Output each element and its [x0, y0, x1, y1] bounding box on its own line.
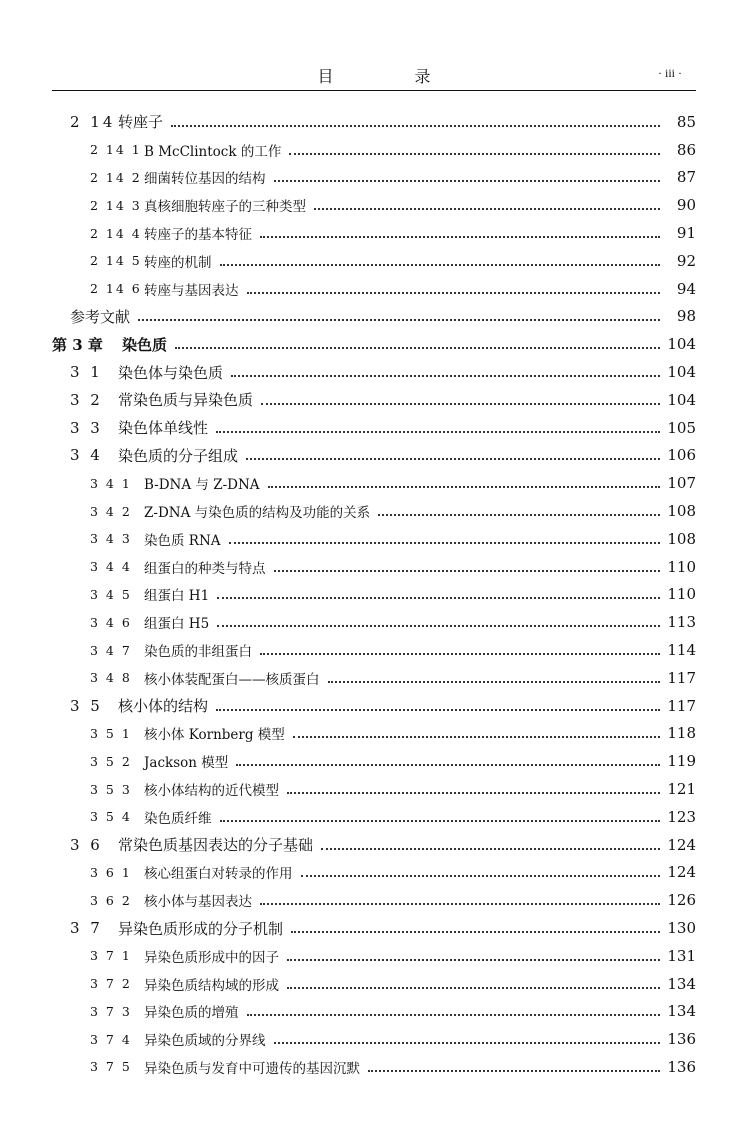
toc-entry-page: 86	[676, 140, 696, 159]
toc-entry[interactable]	[52, 303, 696, 331]
toc-entry-number: 3 7 2	[90, 976, 132, 992]
dot-leader	[287, 947, 660, 961]
toc-entry[interactable]	[52, 747, 696, 775]
toc-entry-title: B-DNA 与 Z-DNA	[144, 477, 260, 494]
toc-entry[interactable]	[52, 136, 696, 164]
toc-entry-title: 异染色质域的分界线	[144, 1033, 266, 1050]
toc-entry-page: 126	[667, 891, 696, 910]
dot-leader	[314, 196, 660, 210]
toc-entry-number: 3 1	[70, 363, 103, 382]
toc-entry[interactable]	[52, 469, 696, 497]
dot-leader	[274, 558, 661, 572]
toc-entry-title: 核小体的结构	[118, 697, 209, 716]
dot-leader	[231, 363, 660, 377]
toc-entry-title: 转座子	[118, 113, 164, 132]
page-title: 目 录	[317, 67, 469, 86]
dot-leader	[236, 752, 660, 766]
toc-entry-title: Z-DNA 与染色质的结构及功能的关系	[144, 505, 371, 522]
toc-entry[interactable]	[52, 886, 696, 914]
toc-entry-page: 85	[676, 112, 696, 131]
toc-entry[interactable]	[52, 414, 696, 442]
toc-entry-title: 异染色质的增殖	[144, 1005, 239, 1022]
toc-entry[interactable]	[52, 358, 696, 386]
toc-entry[interactable]	[52, 191, 696, 219]
toc-entry-title: 转座的机制	[144, 254, 212, 271]
toc-entry-number: 2 14 5	[90, 253, 142, 269]
toc-entry-number: 3 2	[70, 390, 103, 409]
toc-entry-title: 真核细胞转座子的三种类型	[144, 199, 306, 216]
toc-entry-page: 90	[676, 196, 696, 215]
toc-entry[interactable]	[52, 497, 696, 525]
dot-leader	[247, 280, 661, 294]
toc-entry-title: 核小体装配蛋白——核质蛋白	[144, 671, 320, 688]
toc-entry-title: 常染色质基因表达的分子基础	[118, 836, 314, 855]
toc-entry-number: 3 4 8	[90, 670, 132, 686]
toc-entry-number: 2 14 1	[90, 142, 142, 158]
toc-entry[interactable]	[52, 581, 696, 609]
dot-leader	[274, 1030, 661, 1044]
dot-leader	[289, 141, 660, 155]
toc-entry-number: 3 7	[70, 919, 103, 937]
toc-entry-page: 98	[676, 307, 696, 326]
toc-entry-page: 94	[676, 279, 696, 298]
toc-entry-page: 117	[667, 668, 696, 687]
dot-leader	[293, 724, 660, 738]
toc-entry-page: 104	[667, 390, 696, 409]
toc-entry-number: 3 7 5	[90, 1059, 132, 1075]
toc-entry-page: 104	[667, 335, 696, 354]
toc-entry-page: 108	[667, 529, 696, 548]
toc-entry-title: 组蛋白的种类与特点	[144, 560, 266, 577]
toc-entry-title: 染色质	[122, 335, 168, 354]
toc-entry[interactable]	[52, 608, 696, 636]
toc-entry-title: 参考文献	[70, 307, 131, 326]
toc-entry-number: 3 4 7	[90, 642, 132, 658]
toc-entry-number: 3 6 2	[90, 892, 132, 908]
toc-entry-number: 3 4 2	[90, 503, 132, 519]
toc-entry-page: 113	[667, 613, 696, 632]
toc-entry-title: 染色质的非组蛋白	[144, 644, 252, 661]
toc-entry-title: 染色质的分子组成	[118, 446, 239, 465]
toc-entry-page: 91	[676, 224, 696, 243]
toc-entry-number: 2 14 6	[90, 281, 142, 297]
dot-leader	[220, 808, 661, 822]
dot-leader	[175, 335, 660, 349]
toc-entry-number: 2 14 4	[90, 225, 142, 241]
toc-entry-number: 3 6	[70, 835, 103, 854]
dot-leader	[321, 836, 660, 850]
dot-leader	[138, 307, 660, 321]
toc-entry-number: 3 4 4	[90, 559, 132, 575]
dot-leader	[287, 975, 660, 989]
dot-leader	[301, 863, 661, 877]
toc-entry-number: 3 3	[70, 418, 103, 437]
dot-leader	[229, 530, 660, 544]
toc-entry-title: 转座子的基本特征	[144, 227, 252, 244]
toc-entry-title: 染色体单线性	[118, 419, 209, 438]
dot-leader	[217, 585, 660, 599]
toc-entry-title: 常染色质与异染色质	[118, 391, 254, 410]
toc-entry-number: 3 4 1	[90, 475, 132, 491]
toc-entry[interactable]	[52, 164, 696, 192]
dot-leader	[216, 697, 660, 711]
dot-leader	[368, 1058, 660, 1072]
toc-entry[interactable]	[52, 1053, 696, 1081]
toc-entry-title: 组蛋白 H5	[144, 616, 210, 633]
toc-entry[interactable]	[52, 914, 696, 942]
dot-leader	[274, 168, 661, 182]
dot-leader	[216, 419, 660, 433]
toc-entry-number: 3 4 5	[90, 586, 132, 602]
toc-entry-page: 108	[667, 502, 696, 521]
toc-entry-title: 核心组蛋白对转录的作用	[144, 866, 293, 883]
toc-entry-page: 121	[667, 780, 696, 799]
toc-entry-number: 第 3 章	[52, 335, 103, 354]
page-header	[52, 60, 696, 91]
toc-entry[interactable]	[52, 386, 696, 414]
toc-entry-title: 染色质纤维	[144, 810, 212, 827]
toc-entry-page: 106	[667, 446, 696, 465]
toc-entry-title: 染色质 RNA	[144, 532, 221, 549]
toc-entry-page: 92	[676, 251, 696, 270]
toc-entry[interactable]	[52, 108, 696, 136]
toc-entry[interactable]	[52, 942, 696, 970]
toc-entry-page: 110	[667, 557, 696, 576]
dot-leader	[328, 669, 661, 683]
toc-entry[interactable]	[52, 692, 696, 720]
toc-entry-page: 131	[667, 946, 696, 965]
dot-leader	[220, 252, 661, 266]
toc-entry-number: 3 4	[70, 446, 103, 465]
toc-entry[interactable]	[52, 664, 696, 692]
dot-leader	[378, 502, 660, 516]
dot-leader	[261, 391, 660, 405]
toc-chapter-entry[interactable]	[52, 330, 696, 358]
toc-entry-title: 核小体 Kornberg 模型	[144, 727, 285, 744]
dot-leader	[260, 641, 660, 655]
toc-entry-title: B McClintock 的工作	[144, 143, 282, 160]
toc-entry-title: 异染色质形成中的因子	[144, 949, 279, 966]
toc-entry-page: 119	[667, 752, 696, 771]
toc-entry-page: 124	[667, 835, 696, 854]
toc-entry[interactable]	[52, 970, 696, 998]
toc-entry[interactable]	[52, 803, 696, 831]
dot-leader	[268, 474, 660, 488]
toc-entry[interactable]	[52, 275, 696, 303]
toc-entry-number: 3 7 4	[90, 1031, 132, 1047]
toc-entry-number: 2 14 2	[90, 169, 142, 185]
toc-entry-number: 3 5 4	[90, 809, 132, 825]
toc-entry-page: 123	[667, 807, 696, 826]
toc-entry-page: 130	[667, 919, 696, 937]
toc-entry[interactable]	[52, 775, 696, 803]
toc-entry[interactable]	[52, 636, 696, 664]
toc-entry-number: 3 4 6	[90, 614, 132, 630]
toc-entry[interactable]	[52, 859, 696, 887]
toc-entry-page: 134	[667, 1002, 696, 1021]
toc-entry[interactable]	[52, 442, 696, 470]
toc-entry-number: 3 7 3	[90, 1003, 132, 1019]
toc-entry-title: 染色体与染色质	[118, 363, 224, 382]
toc-entry-title: 细菌转位基因的结构	[144, 171, 266, 188]
toc-entry-number: 3 4 3	[90, 531, 132, 547]
dot-leader	[260, 224, 660, 238]
dot-leader	[246, 446, 660, 460]
toc-entry-number: 3 5	[70, 696, 103, 715]
toc-entry-page: 107	[667, 474, 696, 493]
toc-entry-number: 3 7 1	[90, 948, 132, 964]
toc-entry-number: 3 5 1	[90, 725, 132, 741]
toc-entry-title: 异染色质结构域的形成	[144, 977, 279, 994]
toc-entry-number: 2 14	[70, 112, 116, 131]
dot-leader	[287, 780, 660, 794]
toc-entry[interactable]	[52, 720, 696, 748]
toc-entry-page: 105	[667, 418, 696, 437]
page-number: · iii ·	[658, 66, 682, 80]
toc-entry-title: 核小体与基因表达	[144, 894, 252, 911]
toc-entry-title: 核小体结构的近代模型	[144, 783, 279, 800]
dot-leader	[217, 613, 660, 627]
toc-entry-number: 3 5 2	[90, 753, 132, 769]
table-of-contents	[52, 108, 696, 1081]
toc-entry-number: 3 6 1	[90, 864, 132, 880]
toc-entry[interactable]	[52, 998, 696, 1026]
toc-entry-title: 异染色质形成的分子机制	[118, 919, 284, 938]
toc-entry-page: 117	[667, 696, 696, 715]
toc-entry[interactable]	[52, 247, 696, 275]
dot-leader	[260, 891, 660, 905]
toc-entry-page: 134	[667, 974, 696, 993]
toc-entry-title: 异染色质与发育中可遗传的基因沉默	[144, 1060, 360, 1077]
toc-entry-page: 87	[676, 168, 696, 187]
toc-entry[interactable]	[52, 219, 696, 247]
toc-entry[interactable]	[52, 525, 696, 553]
toc-entry-number: 2 14 3	[90, 197, 142, 213]
toc-entry[interactable]	[52, 831, 696, 859]
toc-entry-page: 118	[667, 724, 696, 743]
toc-entry-page: 104	[667, 363, 696, 382]
toc-entry[interactable]	[52, 1025, 696, 1053]
toc-entry-title: 转座与基因表达	[144, 282, 239, 299]
toc-entry-page: 110	[667, 585, 696, 604]
toc-entry-title: 组蛋白 H1	[144, 588, 210, 605]
dot-leader	[247, 1002, 661, 1016]
toc-entry-page: 136	[667, 1030, 696, 1049]
toc-entry-title: Jackson 模型	[144, 755, 229, 772]
toc-entry-page: 114	[667, 641, 696, 660]
toc-entry-page: 124	[667, 863, 696, 882]
dot-leader	[171, 113, 660, 127]
toc-entry-number: 3 5 3	[90, 781, 132, 797]
toc-entry-page: 136	[667, 1057, 696, 1076]
dot-leader	[291, 919, 660, 933]
toc-entry[interactable]	[52, 553, 696, 581]
